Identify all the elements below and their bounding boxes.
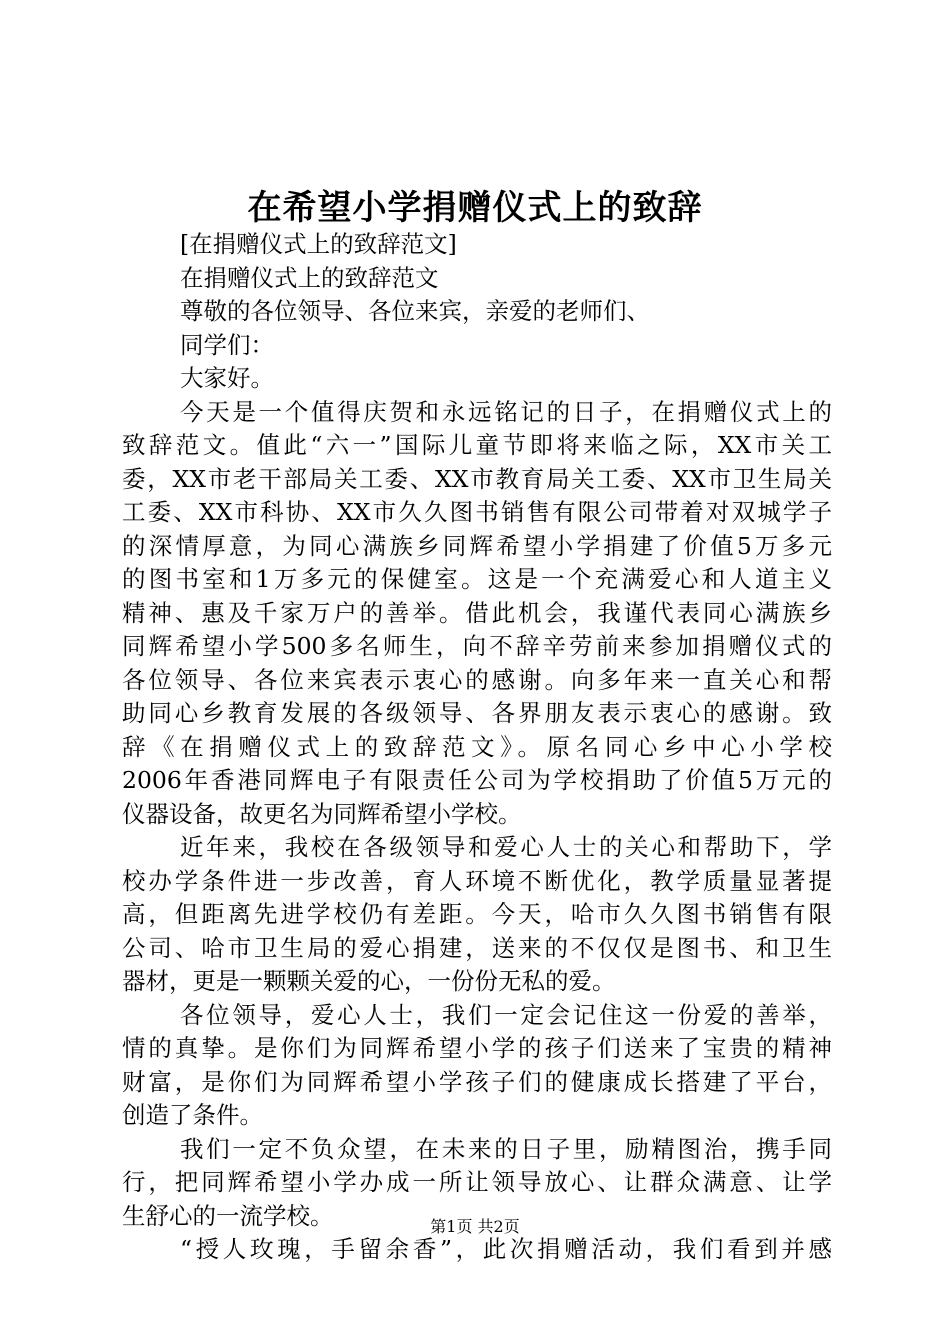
text-line: 的深情厚意，为同心满族乡同辉希望小学捐建了价值5万多元 <box>122 531 832 560</box>
text-line: 在捐赠仪式上的致辞范文 <box>180 263 439 292</box>
text-line: 创造了条件。 <box>122 1101 263 1129</box>
text-line: 今天是一个值得庆贺和永远铭记的日子，在捐赠仪式上的 <box>180 397 832 426</box>
text-line: 致辞范文。值此“六一”国际儿童节即将来临之际，XX市关工 <box>122 431 832 459</box>
document-title: 在希望小学捐赠仪式上的致辞 <box>247 188 703 228</box>
text-line: 仪器设备，故更名为同辉希望小学校。 <box>122 799 522 828</box>
text-line: 助同心乡教育发展的各级领导、各界朋友表示衷心的感谢。致 <box>122 699 832 727</box>
text-line: 同学们： <box>180 330 274 359</box>
document-body <box>122 228 832 1267</box>
text-line: 2006年香港同辉电子有限责任公司为学校捐助了价值5万元的 <box>122 766 832 794</box>
text-line: 同辉希望小学500多名师生，向不辞辛劳前来参加捐赠仪式的 <box>122 632 832 660</box>
text-line: “授人玫瑰，手留余香”，此次捐赠活动，我们看到并感 <box>180 1235 832 1263</box>
text-line: 情的真挚。是你们为同辉希望小学的孩子们送来了宝贵的精神 <box>122 1034 832 1062</box>
page-footer: 第1页 共2页 <box>430 1217 520 1236</box>
text-line: 生舒心的一流学校。 <box>122 1201 334 1230</box>
text-line: [在捐赠仪式上的致辞范文] <box>180 230 457 258</box>
text-line: 财富，是你们为同辉希望小学孩子们的健康成长搭建了平台， <box>122 1067 832 1096</box>
text-line: 委，XX市老干部局关工委、XX市教育局关工委、XX市卫生局关 <box>122 464 832 493</box>
text-line: 的图书室和1万多元的保健室。这是一个充满爱心和人道主义 <box>122 565 832 593</box>
text-line: 公司、哈市卫生局的爱心捐建，送来的不仅仅是图书、和卫生 <box>122 933 832 962</box>
text-line: 尊敬的各位领导、各位来宾，亲爱的老师们、 <box>180 297 650 325</box>
text-line: 我们一定不负众望，在未来的日子里，励精图治，携手同 <box>180 1134 832 1163</box>
text-line: 器材，更是一颗颗关爱的心，一份份无私的爱。 <box>122 967 616 995</box>
text-line: 工委、XX市科协、XX市久久图书销售有限公司带着对双城学子 <box>122 498 832 526</box>
text-line: 辞《在捐赠仪式上的致辞范文》。原名同心乡中心小学校 <box>122 732 832 761</box>
text-line: 行，把同辉希望小学办成一所让领导放心、让群众满意、让学 <box>122 1168 832 1196</box>
text-line: 高，但距离先进学校仍有差距。今天，哈市久久图书销售有限 <box>122 900 832 928</box>
text-line: 近年来，我校在各级领导和爱心人士的关心和帮助下，学 <box>180 833 832 861</box>
text-line: 大家好。 <box>180 364 274 392</box>
text-line: 精神、惠及千家万户的善举。借此机会，我谨代表同心满族乡 <box>122 598 832 627</box>
text-line: 各位领导，爱心人士，我们一定会记住这一份爱的善举， <box>180 1000 832 1029</box>
text-line: 各位领导、各位来宾表示衷心的感谢。向多年来一直关心和帮 <box>122 665 832 694</box>
text-line: 校办学条件进一步改善，育人环境不断优化，教学质量显著提 <box>122 866 832 895</box>
